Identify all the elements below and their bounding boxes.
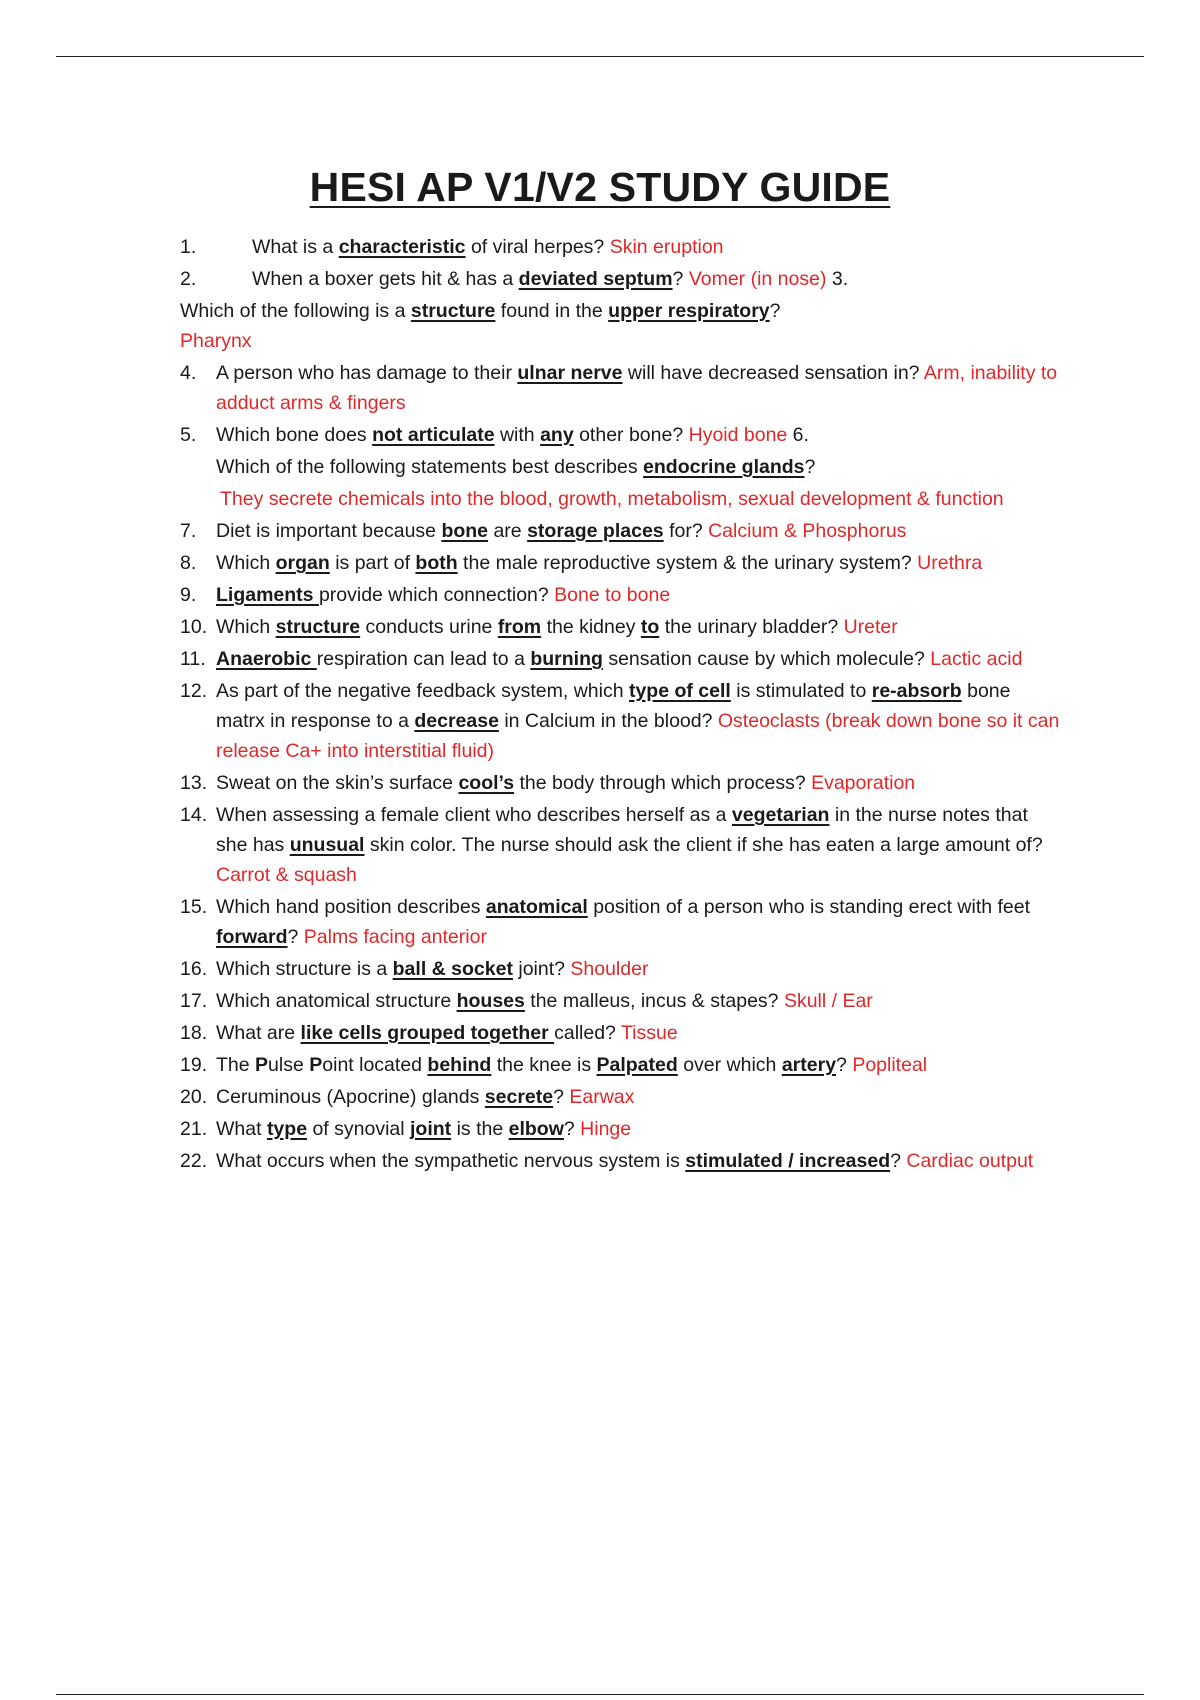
bottom-rule [56,1694,1144,1695]
question-8: 8. Which organ is part of both the male reproductive system & the urinary system? Urethra [180,552,983,574]
answer: Hyoid bone [688,424,788,446]
answer: Skin eruption [609,236,724,258]
question-3: Which of the following is a structure found in the upper respiratory? Pharynx [180,300,781,352]
answer: Earwax [569,1086,635,1108]
answer: Ureter [843,616,898,638]
question-1: 1. What is a characteristic of viral herpes? Skin eruption [180,236,724,258]
question-10: 10. Which structure conducts urine from the kidney to the urinary bladder? Ureter [180,616,898,638]
question-15: 15. Which hand position describes anatomical position of a person who is standing erect with feet forward? Palms facing anterior [180,896,1031,948]
answer: Skull / Ear [783,990,873,1012]
answer: Popliteal [852,1054,928,1076]
question-6-answer [180,484,1060,514]
answer: Hinge [580,1118,632,1140]
question-12: 12. As part of the negative feedback system, which type of cell is stimulated to re-absorb bone matrx in response to a decrease in Calcium in the blood? Osteoclasts (break down bone so it can release Ca+ into interstitial fluid) [180,680,1060,762]
question-17: 17. Which anatomical structure houses the malleus, incus & stapes? Skull / Ear [180,990,873,1012]
answer: Osteoclasts (break down bone so it can release Ca+ into interstitial fluid) [216,710,1060,762]
question-18: 18. What are like cells grouped together called? Tissue [180,1022,678,1044]
answer: Arm, inability to adduct arms & fingers [216,362,1058,414]
question-9: 9. Ligaments provide which connection? Bone to bone [180,584,671,606]
question-19: 19. The Pulse Point located behind the knee is Palpated over which artery? Popliteal [180,1054,928,1076]
answer: Calcium & Phosphorus [708,520,907,542]
question-4: 4. A person who has damage to their ulnar nerve will have decreased sensation in? Arm, inability to adduct arms & fingers [180,362,1058,414]
question-2: 2. When a boxer gets hit & has a deviated septum? Vomer (in nose) 3. [180,268,849,290]
question-7: 7. Diet is important because bone are storage places for? Calcium & Phosphorus [180,520,907,542]
answer: Tissue [620,1022,678,1044]
answer: Pharynx [180,330,252,352]
top-rule [56,56,1144,57]
answer: Urethra [917,552,983,574]
question-11: 11. Anaerobic respiration can lead to a burning sensation cause by which molecule? Lactic acid [180,648,1023,670]
answer: Carrot & squash [216,864,357,886]
question-6: Which of the following statements best describes endocrine glands? [216,456,816,478]
question-14: 14. When assessing a female client who describes herself as a vegetarian in the nurse notes that she has unusual skin color. The nurse should ask the client if she has eaten a large amount of? Carrot & squash [180,804,1043,886]
answer: Bone to bone [554,584,671,606]
question-22: 22. What occurs when the sympathetic nervous system is stimulated / increased? Cardiac output [180,1150,1034,1172]
answer: Palms facing anterior [303,926,487,948]
question-20: 20. Ceruminous (Apocrine) glands secrete? Earwax [180,1086,635,1108]
question-13: 13. Sweat on the skin’s surface cool’s the body through which process? Evaporation [180,772,916,794]
answer: Shoulder [570,958,649,980]
answer: Lactic acid [930,648,1023,670]
answer: Vomer (in nose) [688,268,827,290]
question-21: 21. What type of synovial joint is the elbow? Hinge [180,1118,632,1140]
answer: Evaporation [811,772,916,794]
answer: They secrete chemicals into the blood, growth, metabolism, sexual development & function [220,488,1004,510]
page-title: HESI AP V1/V2 STUDY GUIDE [309,164,891,210]
answer: Cardiac output [906,1150,1034,1172]
question-list [180,232,1060,1178]
question-5: 5. Which bone does not articulate with any other bone? Hyoid bone 6. [180,424,809,446]
question-16: 16. Which structure is a ball & socket joint? Shoulder [180,958,649,980]
